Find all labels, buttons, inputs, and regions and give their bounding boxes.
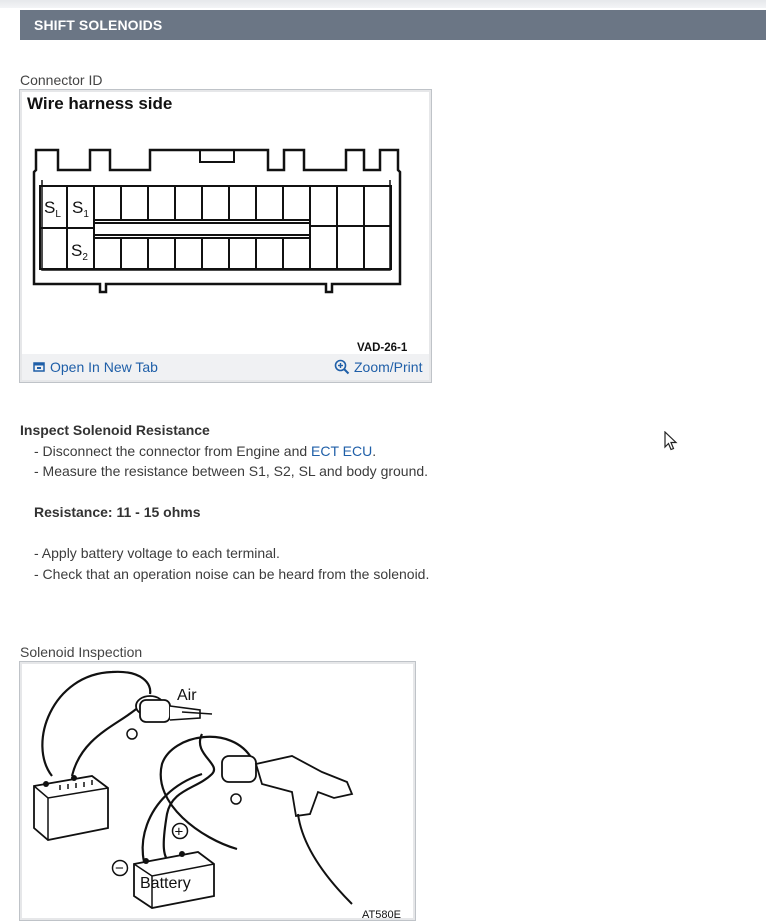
terminal-top-3 — [148, 186, 175, 220]
terminal-bottom-4 — [175, 238, 202, 269]
terminal-right-bottom-3 — [364, 226, 391, 269]
terminal-top-6 — [229, 186, 256, 220]
open-in-new-tab-label: Open In New Tab — [50, 359, 158, 375]
minus-label: − — [115, 860, 124, 877]
connector-latch — [200, 150, 234, 162]
terminal-bottom-3 — [148, 238, 175, 269]
terminal-top-4 — [175, 186, 202, 220]
plus-label: + — [174, 823, 184, 841]
air-label: Air — [177, 687, 197, 704]
terminal-right-bottom-1 — [310, 226, 337, 269]
solenoid-caption: Solenoid Inspection — [20, 644, 143, 660]
connector-figure[interactable] — [19, 89, 432, 383]
terminal-bottom-2 — [121, 238, 148, 269]
terminal-right-top-3 — [364, 186, 391, 226]
figure-title: Wire harness side — [27, 94, 173, 113]
inspect-step-3: - Apply battery voltage to each terminal. — [34, 545, 280, 561]
zoom-print-label: Zoom/Print — [354, 359, 423, 375]
inspect-step-2: - Measure the resistance between S1, S2, SL and body ground. — [34, 463, 429, 479]
terminal-s1-label: $S_1$ — [72, 198, 89, 220]
terminal-bottom-6 — [229, 238, 256, 269]
terminal-top-2 — [121, 186, 148, 220]
terminal-bottom-8 — [283, 238, 310, 269]
zoom-icon — [334, 359, 350, 375]
figure-toolbar — [22, 354, 429, 380]
terminal-empty — [40, 228, 67, 269]
diagram-code: VAD-26-1 — [357, 342, 408, 354]
mouse-cursor-icon — [664, 431, 678, 451]
terminal-divider — [94, 223, 310, 235]
ect-ecu-link[interactable]: ECT ECU — [311, 442, 373, 459]
section-header: SHIFT SOLENOIDS — [20, 10, 766, 40]
terminal-top-8 — [283, 186, 310, 220]
open-tab-icon — [32, 360, 46, 374]
terminal-bottom-5 — [202, 238, 229, 269]
battery-1 — [34, 775, 108, 840]
solenoid-diagram — [22, 664, 415, 920]
terminal-top-5 — [202, 186, 229, 220]
top-bar — [0, 0, 766, 8]
solenoid-2 — [222, 756, 352, 904]
inspect-step-4: - Check that an operation noise can be heard from the solenoid. — [34, 565, 430, 582]
terminal-right-top-1 — [310, 186, 337, 226]
connector-caption: Connector ID — [20, 72, 103, 88]
terminal-bottom-1 — [94, 238, 121, 269]
inspect-section — [20, 420, 429, 584]
open-in-new-tab-link[interactable] — [32, 354, 158, 380]
connector-diagram — [22, 92, 431, 354]
solenoid-1 — [127, 687, 212, 739]
terminal-s2-label: $S_2$ — [71, 241, 88, 263]
step-1-text: - Disconnect the connector from Engine and — [34, 442, 312, 459]
terminal-grid — [40, 186, 391, 269]
zoom-print-link[interactable] — [334, 354, 422, 380]
resistance-spec: Resistance: 11 - 15 ohms — [34, 504, 201, 520]
step-1-suffix: . — [372, 442, 377, 459]
terminal-bottom-7 — [256, 238, 283, 269]
battery-label: Battery — [140, 875, 191, 892]
solenoid-diagram-code: AT580E — [362, 909, 401, 920]
terminal-right-top-2 — [337, 186, 364, 226]
inspect-title: Inspect Solenoid Resistance — [20, 422, 210, 438]
terminal-top-1 — [94, 186, 121, 220]
terminal-right-bottom-2 — [337, 226, 364, 269]
inspect-step-1 — [20, 441, 429, 462]
terminal-sl-label: $S_L$ — [44, 198, 61, 220]
solenoid-figure[interactable] — [19, 661, 416, 921]
terminal-top-7 — [256, 186, 283, 220]
